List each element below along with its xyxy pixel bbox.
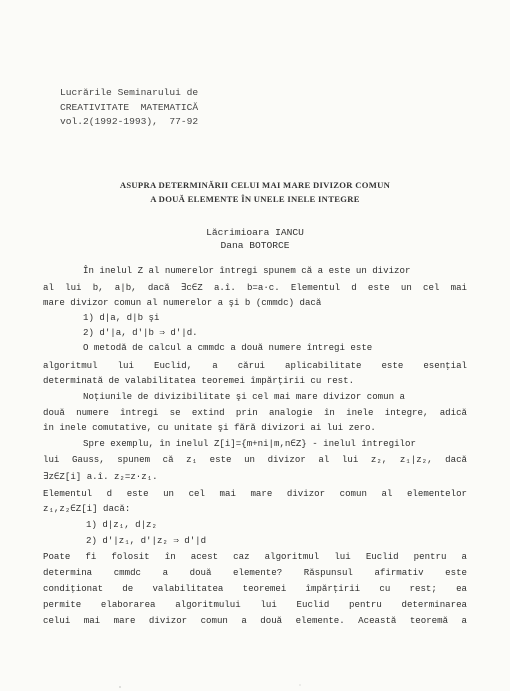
body-line: determinată de valabilitatea teoremei împărţirii cu rest.	[43, 375, 355, 386]
journal-header-line2: CREATIVITATE MATEMATICĂ	[60, 101, 199, 113]
body-line: O metodă de calcul a cmmdc a două numere întregi este	[83, 342, 373, 353]
body-line: în inele comutative, cu unitate şi fără divizori ai lui zero.	[43, 422, 376, 433]
body-line: Elementul d este un cel mai mare divizor comun al elementelor	[43, 488, 467, 499]
body-line: lui Gauss, spunem că z₁ este un divizor al lui z₂, z₁|z₂, dacă	[43, 454, 467, 465]
paper-title-line1: ASUPRA DETERMINĂRII CELUI MAI MARE DIVIZOR COMUN	[119, 180, 391, 190]
body-line: Poate fi folosit în acest caz algoritmul lui Euclid pentru a	[43, 551, 467, 562]
body-line: Spre exemplu, în inelul Z[i]={m+ni|m,n∈Z} - inelul întregilor	[83, 438, 416, 449]
body-line: 2) d'|a, d'|b ⇒ d'|d.	[83, 327, 198, 338]
body-line: algoritmul lui Euclid, a cărui aplicabilitate este esenţial	[43, 360, 467, 371]
journal-header-line1: Lucrările Seminarului de	[60, 87, 199, 98]
journal-header-line3: vol.2(1992-1993), 77-92	[60, 116, 199, 127]
body-line: permite elaborarea algoritmului lui Euclid pentru determinarea	[43, 599, 467, 610]
body-line: celui mai mare divizor comun a două elemente. Această teoremă a	[43, 615, 467, 626]
body-line: În inelul Z al numerelor întregi spunem că a este un divizor	[83, 265, 411, 276]
author-list	[0, 226, 510, 252]
scan-noise-decoration	[0, 679, 510, 691]
body-line: mare divizor comun al numerelor a şi b (cmmdc) dacă	[43, 297, 322, 308]
body-line: 1) d|a, d|b şi	[83, 312, 160, 323]
author-1: Lăcrimioara IANCU	[206, 227, 304, 238]
body-line: 1) d|z₁, d|z₂	[86, 519, 157, 530]
body-line: condiţionat de valabilitatea teoremei împărţirii cu rest; ea	[43, 583, 467, 594]
paper-title	[0, 178, 510, 206]
body-line: al lui b, a|b, dacă ∃c∈Z a.î. b=a·c. Elementul d este un cel mai	[43, 282, 467, 293]
body-line: ∃z∈Z[i] a.î. z₂=z·z₁.	[43, 471, 158, 482]
body-line: z₁,z₂∈Z[i] dacă:	[43, 503, 131, 514]
body-line: 2) d'|z₁, d'|z₂ ⇒ d'|d	[86, 535, 207, 546]
body-line: determina cmmdc a două elemente? Răspunsul afirmativ este	[43, 567, 467, 578]
journal-header	[60, 86, 198, 130]
paper-title-line2: A DOUĂ ELEMENTE ÎN UNELE INELE INTEGRE	[150, 194, 360, 204]
author-2: Dana BOTORCE	[220, 240, 290, 251]
body-line: Noţiunile de divizibilitate şi cel mai mare divizor comun a	[83, 391, 405, 402]
body-line: două numere întregi se extind prin analogie în inele integre, adică	[43, 407, 467, 418]
